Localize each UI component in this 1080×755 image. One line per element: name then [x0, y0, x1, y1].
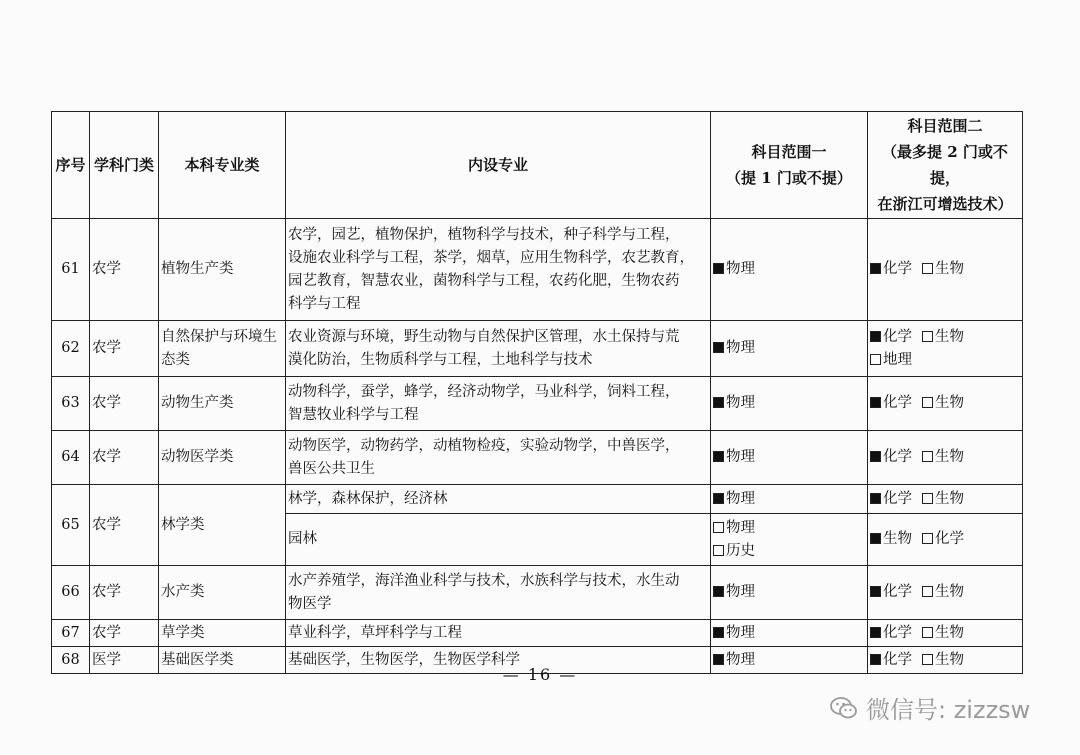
row-range1 — [711, 620, 868, 647]
row-majors — [286, 321, 711, 377]
subject-name: 化学 — [883, 449, 912, 465]
range2-line — [870, 392, 1020, 415]
header-discipline: 学科门类 — [90, 112, 159, 219]
row-range2 — [868, 321, 1023, 377]
subject-option — [713, 449, 755, 465]
subject-option — [713, 543, 755, 559]
subject-name: 生物 — [935, 328, 964, 345]
checked-box-icon — [870, 493, 881, 504]
checked-box-icon — [870, 397, 881, 408]
subject-option — [713, 584, 755, 600]
checked-box-icon — [870, 451, 881, 462]
range1-line — [713, 581, 865, 604]
subject-name: 生物 — [935, 490, 964, 507]
subject-option — [870, 395, 912, 411]
majors-line: 水产养殖学，海洋渔业科学与技术，水族科学与技术，水生动 — [288, 572, 680, 589]
row-discipline: 农学 — [90, 620, 159, 647]
subject-name: 化学 — [883, 261, 912, 277]
subject-option — [870, 531, 912, 547]
row-discipline: 农学 — [90, 566, 159, 620]
table-row — [52, 219, 1023, 321]
row-range2 — [868, 485, 1023, 514]
range1-line — [713, 622, 865, 645]
subject-option — [870, 491, 912, 507]
table-row — [52, 566, 1023, 620]
header-category: 本科专业类 — [159, 112, 286, 219]
table-row — [52, 321, 1023, 377]
subject-option — [713, 520, 755, 536]
subject-name: 化学 — [883, 651, 912, 668]
subject-option — [870, 584, 912, 600]
table-row — [52, 431, 1023, 485]
range2-line — [870, 258, 1020, 281]
header-range2-line: 在浙江可增选技术） — [877, 195, 1013, 213]
subject-option — [713, 261, 755, 277]
table-header-row — [52, 112, 1023, 219]
unchecked-box-icon — [713, 522, 724, 533]
subject-name: 物理 — [726, 449, 755, 465]
row-seq: 65 — [52, 485, 90, 566]
subject-name: 生物 — [935, 584, 964, 600]
subject-name: 物理 — [726, 395, 755, 411]
row-seq: 63 — [52, 377, 90, 431]
row-category: 动物生产类 — [159, 377, 286, 431]
header-range2 — [868, 112, 1023, 219]
subject-option — [922, 531, 964, 547]
row-category: 动物医学类 — [159, 431, 286, 485]
unchecked-box-icon — [922, 533, 933, 544]
row-seq: 68 — [52, 647, 90, 674]
unchecked-box-icon — [922, 397, 933, 408]
unchecked-box-icon — [922, 627, 933, 638]
subject-name: 物理 — [726, 519, 755, 536]
subject-option — [713, 491, 755, 507]
row-discipline: 农学 — [90, 219, 159, 321]
checked-box-icon — [713, 654, 724, 665]
row-range2 — [868, 431, 1023, 485]
range1-line — [713, 392, 865, 415]
row-majors — [286, 485, 711, 514]
checked-box-icon — [870, 331, 881, 342]
row-range1 — [711, 377, 868, 431]
subject-name: 化学 — [883, 490, 912, 507]
row-discipline: 农学 — [90, 321, 159, 377]
subject-name: 生物 — [935, 261, 964, 277]
row-majors — [286, 219, 711, 321]
majors-line: 动物科学，蚕学，蜂学，经济动物学，马业科学，饲料工程， — [288, 383, 680, 400]
subject-name: 物理 — [726, 624, 755, 641]
header-range1-line: 科目范围一 — [751, 143, 827, 161]
row-category: 基础医学类 — [159, 647, 286, 674]
row-range2 — [868, 377, 1023, 431]
table-body — [52, 219, 1023, 674]
row-discipline: 农学 — [90, 377, 159, 431]
watermark-text: 微信号: zizzsw — [866, 696, 1031, 724]
unchecked-box-icon — [922, 331, 933, 342]
range2-line — [870, 349, 1020, 372]
majors-line: 漠化防治，生物质科学与工程，土地科学与技术 — [288, 351, 593, 368]
unchecked-box-icon — [922, 654, 933, 665]
range2-line — [870, 581, 1020, 604]
header-range1-line: （提 1 门或不提） — [726, 169, 852, 187]
row-range1 — [711, 566, 868, 620]
subject-option — [713, 625, 755, 641]
range1-line — [713, 446, 865, 469]
majors-line: 物医学 — [288, 595, 332, 612]
subject-name: 历史 — [726, 542, 755, 559]
checked-box-icon — [713, 451, 724, 462]
page-number: — 16 — — [502, 665, 578, 684]
subject-name: 化学 — [883, 328, 912, 345]
range2-line — [870, 622, 1020, 645]
row-majors — [286, 377, 711, 431]
row-category: 自然保护与环境生态类 — [159, 321, 286, 377]
table-row — [52, 485, 1023, 514]
subject-option — [922, 395, 964, 411]
unchecked-box-icon — [922, 263, 933, 274]
row-range1 — [711, 431, 868, 485]
watermark — [830, 690, 1030, 725]
checked-box-icon — [713, 586, 724, 597]
subject-name: 化学 — [883, 584, 912, 600]
row-category: 林学类 — [159, 485, 286, 566]
range2-line — [870, 488, 1020, 511]
row-discipline: 农学 — [90, 485, 159, 566]
unchecked-box-icon — [870, 354, 881, 365]
range1-line — [713, 258, 865, 281]
range1-line — [713, 488, 865, 511]
majors-line: 设施农业科学与工程，茶学，烟草，应用生物科学，农艺教育， — [288, 249, 694, 266]
subject-name: 物理 — [726, 651, 755, 668]
subject-name: 地理 — [883, 351, 912, 368]
header-range2-line: （最多提 2 门或不提， — [882, 143, 1008, 187]
majors-line: 农业资源与环境，野生动物与自然保护区管理，水土保持与荒 — [288, 328, 680, 345]
header-range1 — [711, 112, 868, 219]
majors-line: 农学，园艺，植物保护，植物科学与技术，种子科学与工程， — [288, 226, 680, 243]
row-seq: 67 — [52, 620, 90, 647]
checked-box-icon — [870, 263, 881, 274]
table-row — [52, 377, 1023, 431]
row-range2 — [868, 566, 1023, 620]
subject-option — [870, 449, 912, 465]
checked-box-icon — [870, 627, 881, 638]
checked-box-icon — [713, 627, 724, 638]
majors-line: 兽医公共卫生 — [288, 460, 375, 477]
row-majors — [286, 620, 711, 647]
row-range2 — [868, 219, 1023, 321]
row-discipline: 农学 — [90, 431, 159, 485]
header-range2-line: 科目范围二 — [907, 117, 983, 135]
subject-option — [713, 395, 755, 411]
checked-box-icon — [713, 397, 724, 408]
row-category: 植物生产类 — [159, 219, 286, 321]
row-range1 — [711, 514, 868, 566]
majors-line: 草业科学，草坪科学与工程 — [288, 624, 462, 641]
wechat-icon — [830, 696, 858, 720]
checked-box-icon — [713, 342, 724, 353]
subject-option — [922, 625, 964, 641]
checked-box-icon — [870, 586, 881, 597]
range2-line — [870, 528, 1020, 551]
row-seq: 62 — [52, 321, 90, 377]
row-majors — [286, 431, 711, 485]
checked-box-icon — [870, 654, 881, 665]
majors-line: 基础医学，生物医学，生物医学科学 — [288, 651, 520, 668]
row-discipline: 医学 — [90, 647, 159, 674]
unchecked-box-icon — [713, 545, 724, 556]
majors-line: 园艺教育，智慧农业，菌物科学与工程，农药化肥，生物农药 — [288, 272, 680, 289]
range2-line — [870, 446, 1020, 469]
subject-name: 物理 — [726, 261, 755, 277]
subject-name: 化学 — [935, 531, 964, 547]
subject-name: 物理 — [726, 490, 755, 507]
subject-option — [870, 352, 912, 368]
header-seq: 序号 — [52, 112, 90, 219]
row-range1 — [711, 485, 868, 514]
majors-line: 动物医学，动物药学，动植物检疫，实验动物学，中兽医学， — [288, 437, 680, 454]
subject-option — [922, 261, 964, 277]
subject-option — [922, 329, 964, 345]
row-range2 — [868, 620, 1023, 647]
unchecked-box-icon — [922, 586, 933, 597]
row-majors — [286, 514, 711, 566]
unchecked-box-icon — [922, 451, 933, 462]
row-category: 草学类 — [159, 620, 286, 647]
unchecked-box-icon — [922, 493, 933, 504]
subject-name: 生物 — [935, 651, 964, 668]
subject-name: 化学 — [883, 624, 912, 641]
subject-option — [870, 261, 912, 277]
header-majors: 内设专业 — [286, 112, 711, 219]
checked-box-icon — [713, 493, 724, 504]
range1-line — [713, 540, 865, 563]
majors-line: 林学，森林保护，经济林 — [288, 490, 448, 507]
majors-line: 园林 — [288, 531, 317, 547]
subject-option — [922, 449, 964, 465]
subject-name: 物理 — [726, 340, 755, 356]
row-seq: 64 — [52, 431, 90, 485]
row-majors — [286, 566, 711, 620]
subject-requirements-table — [51, 111, 1023, 674]
checked-box-icon — [713, 263, 724, 274]
subject-option — [922, 584, 964, 600]
range2-line — [870, 326, 1020, 349]
subject-name: 物理 — [726, 584, 755, 600]
subject-name: 生物 — [883, 531, 912, 547]
row-range1 — [711, 219, 868, 321]
range1-line — [713, 517, 865, 540]
subject-name: 生物 — [935, 449, 964, 465]
row-category: 水产类 — [159, 566, 286, 620]
table-row — [52, 620, 1023, 647]
row-seq: 61 — [52, 219, 90, 321]
row-range1 — [711, 321, 868, 377]
subject-option — [922, 491, 964, 507]
checked-box-icon — [870, 533, 881, 544]
row-seq: 66 — [52, 566, 90, 620]
subject-name: 生物 — [935, 624, 964, 641]
subject-name: 生物 — [935, 395, 964, 411]
subject-option — [870, 625, 912, 641]
subject-name: 化学 — [883, 395, 912, 411]
majors-line: 科学与工程 — [288, 295, 361, 312]
subject-option — [870, 329, 912, 345]
range1-line — [713, 337, 865, 360]
subject-option — [713, 340, 755, 356]
row-range2 — [868, 514, 1023, 566]
majors-line: 智慧牧业科学与工程 — [288, 406, 419, 423]
